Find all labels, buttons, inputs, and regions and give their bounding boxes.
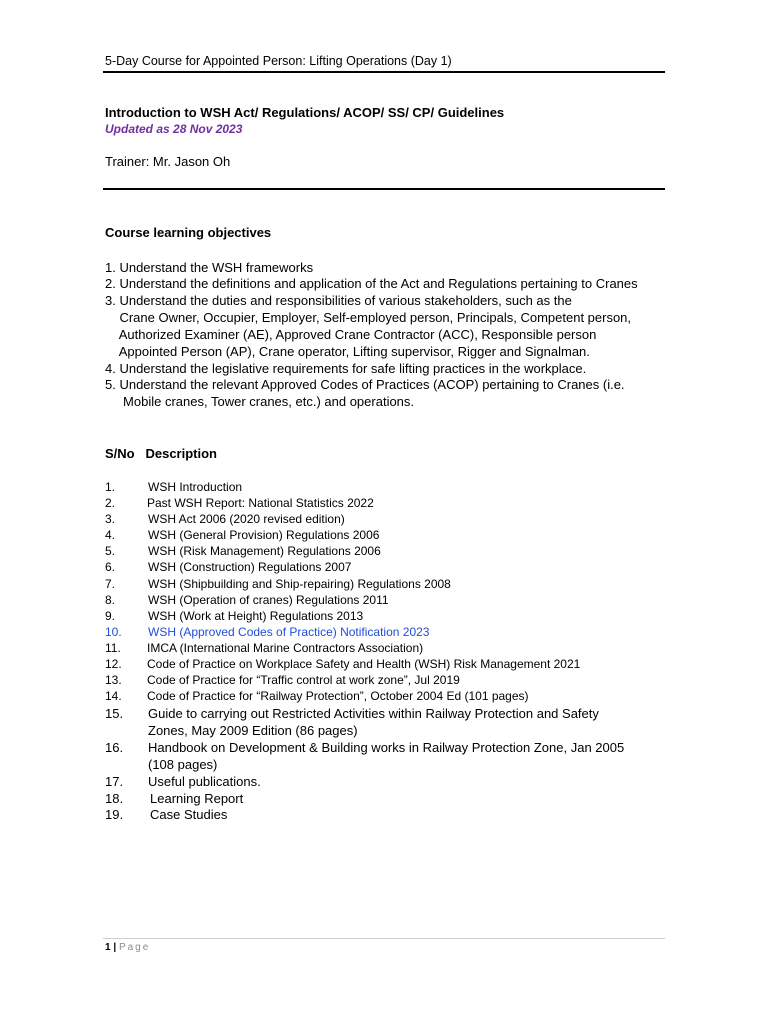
list-item	[105, 706, 599, 721]
item-description: Code of Practice on Workplace Safety and Health (WSH) Risk Management 2021	[147, 657, 581, 671]
list-item	[105, 528, 379, 542]
item-number: 12.	[105, 657, 122, 671]
item-description: WSH (General Provision) Regulations 2006	[148, 528, 380, 542]
description-column-header: Description	[145, 446, 217, 461]
item-number: 14.	[105, 689, 122, 703]
item-description: WSH (Operation of cranes) Regulations 2011	[148, 593, 389, 607]
footer-rule	[103, 938, 665, 939]
list-item	[105, 689, 529, 703]
header-rule	[103, 71, 665, 73]
objective-line: 3. Understand the duties and responsibilities of various stakeholders, such as the	[105, 293, 572, 308]
item-number: 10.	[105, 625, 122, 639]
running-header: 5-Day Course for Appointed Person: Lifting Operations (Day 1)	[105, 54, 452, 68]
objective-line: Appointed Person (AP), Crane operator, Lifting supervisor, Rigger and Signalman.	[105, 344, 590, 359]
item-number: 19.	[105, 807, 124, 822]
objective-line: 2. Understand the definitions and application of the Act and Regulations pertaining to Cranes	[105, 276, 638, 291]
item-description: WSH (Risk Management) Regulations 2006	[148, 544, 381, 558]
section-rule	[103, 188, 665, 190]
item-description: Code of Practice for “Traffic control at work zone”, Jul 2019	[147, 673, 460, 687]
objective-line: Authorized Examiner (AE), Approved Crane Contractor (ACC), Responsible person	[105, 327, 597, 342]
item-description: WSH (Construction) Regulations 2007	[148, 560, 352, 574]
objective-line: 5. Understand the relevant Approved Codes of Practices (ACOP) pertaining to Cranes (i.e.	[105, 377, 625, 392]
list-item	[105, 673, 460, 687]
item-number: 11.	[105, 641, 121, 655]
item-number: 5.	[105, 544, 116, 558]
item-number: 6.	[105, 560, 116, 574]
page-footer	[105, 942, 150, 953]
document-title: Introduction to WSH Act/ Regulations/ ACOP/ SS/ CP/ Guidelines	[105, 105, 505, 120]
list-item	[105, 577, 451, 591]
list-item	[105, 641, 423, 655]
item-number: 13.	[105, 673, 122, 687]
item-number: 9.	[105, 609, 116, 623]
item-number: 16.	[105, 740, 124, 755]
item-number: 15.	[105, 706, 124, 721]
item-number: 2.	[105, 496, 116, 510]
objective-line: Mobile cranes, Tower cranes, etc.) and operations.	[105, 394, 415, 409]
item-number: 1.	[105, 480, 116, 494]
item-description: WSH Act 2006 (2020 revised edition)	[148, 512, 345, 526]
list-item	[105, 512, 345, 526]
list-item	[105, 593, 389, 607]
item-description: Useful publications.	[148, 774, 261, 789]
item-number: 7.	[105, 577, 116, 591]
item-description-continued: Zones, May 2009 Edition (86 pages)	[148, 723, 358, 738]
list-item	[105, 496, 374, 510]
item-description: IMCA (International Marine Contractors Association)	[147, 641, 424, 655]
sno-column-header: S/No	[105, 446, 135, 461]
list-item	[105, 657, 580, 671]
item-description-continued: (108 pages)	[148, 757, 218, 772]
item-description: Code of Practice for “Railway Protection”, October 2004 Ed (101 pages)	[147, 689, 529, 703]
list-item	[105, 609, 363, 623]
footer-separator: |	[113, 942, 117, 953]
item-description: Past WSH Report: National Statistics 2022	[147, 496, 374, 510]
item-description: WSH (Approved Codes of Practice) Notification 2023	[148, 625, 430, 639]
updated-date: Updated as 28 Nov 2023	[105, 122, 243, 136]
item-number: 18.	[105, 791, 124, 806]
item-number: 3.	[105, 512, 116, 526]
item-description: Handbook on Development & Building works in Railway Protection Zone, Jan 2005	[148, 740, 625, 755]
list-item	[105, 560, 351, 574]
page-label: Page	[118, 942, 151, 953]
item-description: Case Studies	[150, 807, 228, 822]
item-number: 17.	[105, 774, 124, 789]
item-description: Learning Report	[150, 791, 244, 806]
objective-line: 4. Understand the legislative requirements for safe lifting practices in the workplace.	[105, 361, 587, 376]
table-header	[105, 446, 217, 461]
item-number: 4.	[105, 528, 116, 542]
item-description: WSH Introduction	[148, 480, 243, 494]
list-item	[105, 740, 624, 755]
list-item	[105, 807, 227, 822]
page-number: 1	[105, 942, 111, 953]
list-item	[105, 544, 381, 558]
objective-line: 1. Understand the WSH frameworks	[105, 260, 314, 275]
objective-line: Crane Owner, Occupier, Employer, Self-employed person, Principals, Competent person,	[105, 310, 632, 325]
list-item-highlighted	[105, 625, 429, 639]
list-item	[105, 480, 242, 494]
trainer-name: Trainer: Mr. Jason Oh	[105, 154, 231, 169]
item-description: WSH (Work at Height) Regulations 2013	[148, 609, 364, 623]
item-description: Guide to carrying out Restricted Activities within Railway Protection and Safety	[148, 706, 599, 721]
item-description: WSH (Shipbuilding and Ship-repairing) Regulations 2008	[148, 577, 451, 591]
list-item	[105, 774, 261, 789]
objectives-heading: Course learning objectives	[105, 225, 272, 240]
item-number: 8.	[105, 593, 116, 607]
list-item	[105, 791, 243, 806]
